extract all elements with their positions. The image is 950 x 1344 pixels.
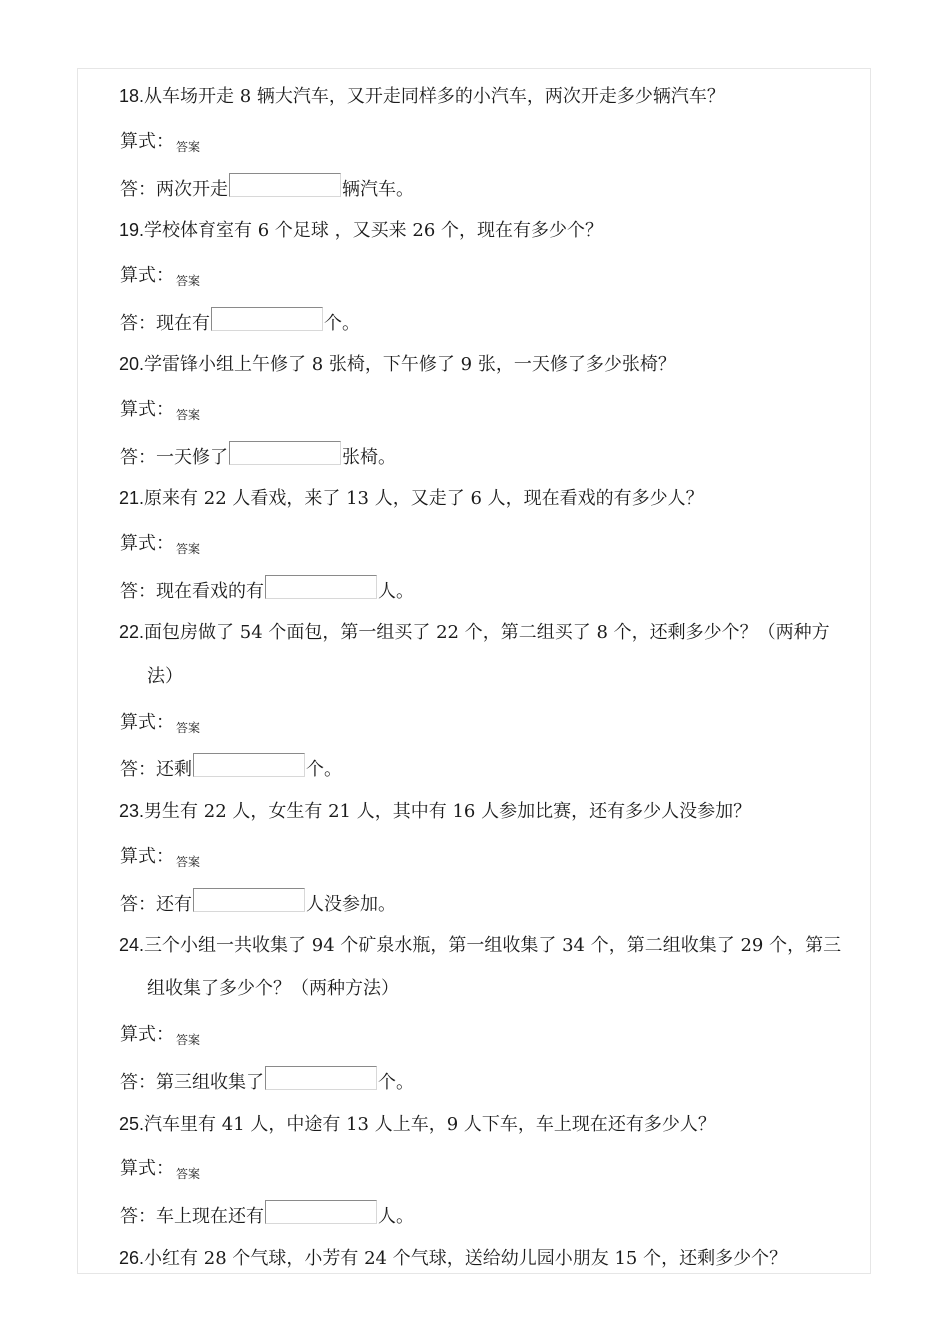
formula-label: 算式： (120, 1158, 174, 1179)
answer-line (120, 888, 396, 917)
answer-text-after: 人没参加。 (306, 894, 396, 915)
answer-line (120, 575, 414, 604)
answer-text-after: 个。 (324, 313, 360, 334)
answer-link[interactable]: 答案 (176, 721, 201, 735)
question-body: 汽车里有 41 人，中途有 13 人上车，9 人下车，车上现在还有多少人？ (144, 1114, 716, 1135)
formula-line (120, 711, 200, 740)
answer-prefix: 答： (120, 759, 156, 780)
question-text (119, 620, 830, 645)
formula-label: 算式： (120, 265, 174, 286)
question-number: 22. (119, 622, 145, 642)
question-body: 面包房做了 54 个面包，第一组买了 22 个，第二组买了 8 个，还剩多少个？（两种方 (144, 622, 830, 643)
answer-line (120, 753, 342, 782)
question-body: 男生有 22 人，女生有 21 人，其中有 16 人参加比赛，还有多少人没参加？ (144, 801, 752, 822)
formula-line (120, 130, 200, 159)
answer-link[interactable]: 答案 (176, 1033, 201, 1047)
question-body: 小红有 28 个气球，小芳有 24 个气球，送给幼儿园小朋友 15 个，还剩多少个？ (144, 1248, 788, 1269)
formula-label: 算式： (120, 1024, 174, 1045)
formula-label: 算式： (120, 533, 174, 554)
question-body: 原来有 22 人看戏，来了 13 人，又走了 6 人，现在看戏的有多少人？ (144, 488, 704, 509)
answer-input[interactable] (265, 575, 377, 599)
formula-label: 算式： (120, 131, 174, 152)
answer-text-before: 两次开走 (156, 179, 228, 200)
question-text (119, 218, 603, 243)
question-number: 25. (119, 1114, 145, 1134)
answer-text-before: 车上现在还有 (156, 1206, 264, 1227)
answer-prefix: 答： (120, 1206, 156, 1227)
answer-input[interactable] (229, 173, 341, 197)
question-body: 学校体育室有 6 个足球 ，又买来 26 个，现在有多少个？ (144, 220, 603, 241)
answer-input[interactable] (229, 441, 341, 465)
formula-line (120, 398, 200, 427)
formula-line (120, 1157, 200, 1186)
answer-text-after: 人。 (378, 581, 414, 602)
answer-text-before: 第三组收集了 (156, 1072, 264, 1093)
answer-prefix: 答： (120, 581, 156, 602)
answer-text-after: 个。 (306, 759, 342, 780)
question-number: 20. (119, 354, 145, 374)
question-text (119, 1112, 716, 1137)
question-number: 19. (119, 220, 145, 240)
answer-line (120, 1066, 414, 1095)
formula-line (120, 845, 200, 874)
question-text-continued: 组收集了多少个？（两种方法） (147, 978, 399, 999)
answer-link[interactable]: 答案 (176, 274, 201, 288)
question-number: 23. (119, 801, 145, 821)
answer-prefix: 答： (120, 179, 156, 200)
answer-text-before: 现在看戏的有 (156, 581, 264, 602)
formula-label: 算式： (120, 846, 174, 867)
formula-line (120, 1023, 200, 1052)
question-text-continued: 法） (147, 666, 183, 687)
question-number: 18. (119, 86, 145, 106)
question-text (119, 799, 751, 824)
question-text (119, 933, 841, 958)
answer-text-after: 人。 (378, 1206, 414, 1227)
answer-line (120, 307, 360, 336)
answer-text-before: 还剩 (156, 759, 192, 780)
answer-text-before: 一天修了 (156, 447, 228, 468)
answer-link[interactable]: 答案 (176, 542, 201, 556)
answer-link[interactable]: 答案 (176, 408, 201, 422)
question-body: 三个小组一共收集了 94 个矿泉水瓶，第一组收集了 34 个，第二组收集了 29 个，第三 (144, 935, 842, 956)
answer-line (120, 1200, 414, 1229)
question-number: 26. (119, 1248, 145, 1268)
question-number: 21. (119, 488, 145, 508)
question-body: 学雷锋小组上午修了 8 张椅，下午修了 9 张，一天修了多少张椅？ (144, 354, 676, 375)
answer-link[interactable]: 答案 (176, 140, 201, 154)
answer-text-after: 个。 (378, 1072, 414, 1093)
answer-prefix: 答： (120, 894, 156, 915)
answer-text-after: 辆汽车。 (342, 179, 414, 200)
answer-prefix: 答： (120, 1072, 156, 1093)
question-body: 从车场开走 8 辆大汽车，又开走同样多的小汽车，两次开走多少辆汽车？ (144, 86, 725, 107)
question-number: 24. (119, 935, 145, 955)
answer-line (120, 441, 396, 470)
formula-label: 算式： (120, 712, 174, 733)
formula-line (120, 532, 200, 561)
answer-input[interactable] (193, 888, 305, 912)
formula-label: 算式： (120, 399, 174, 420)
question-text (119, 1246, 787, 1271)
answer-prefix: 答： (120, 313, 156, 334)
answer-text-before: 现在有 (156, 313, 210, 334)
answer-line (120, 173, 414, 202)
question-text (119, 352, 676, 377)
answer-link[interactable]: 答案 (176, 855, 201, 869)
formula-line (120, 264, 200, 293)
answer-text-after: 张椅。 (342, 447, 396, 468)
answer-link[interactable]: 答案 (176, 1167, 201, 1181)
answer-input[interactable] (193, 753, 305, 777)
answer-input[interactable] (265, 1200, 377, 1224)
question-text (119, 84, 725, 109)
answer-input[interactable] (211, 307, 323, 331)
answer-input[interactable] (265, 1066, 377, 1090)
answer-text-before: 还有 (156, 894, 192, 915)
question-text (119, 486, 704, 511)
answer-prefix: 答： (120, 447, 156, 468)
